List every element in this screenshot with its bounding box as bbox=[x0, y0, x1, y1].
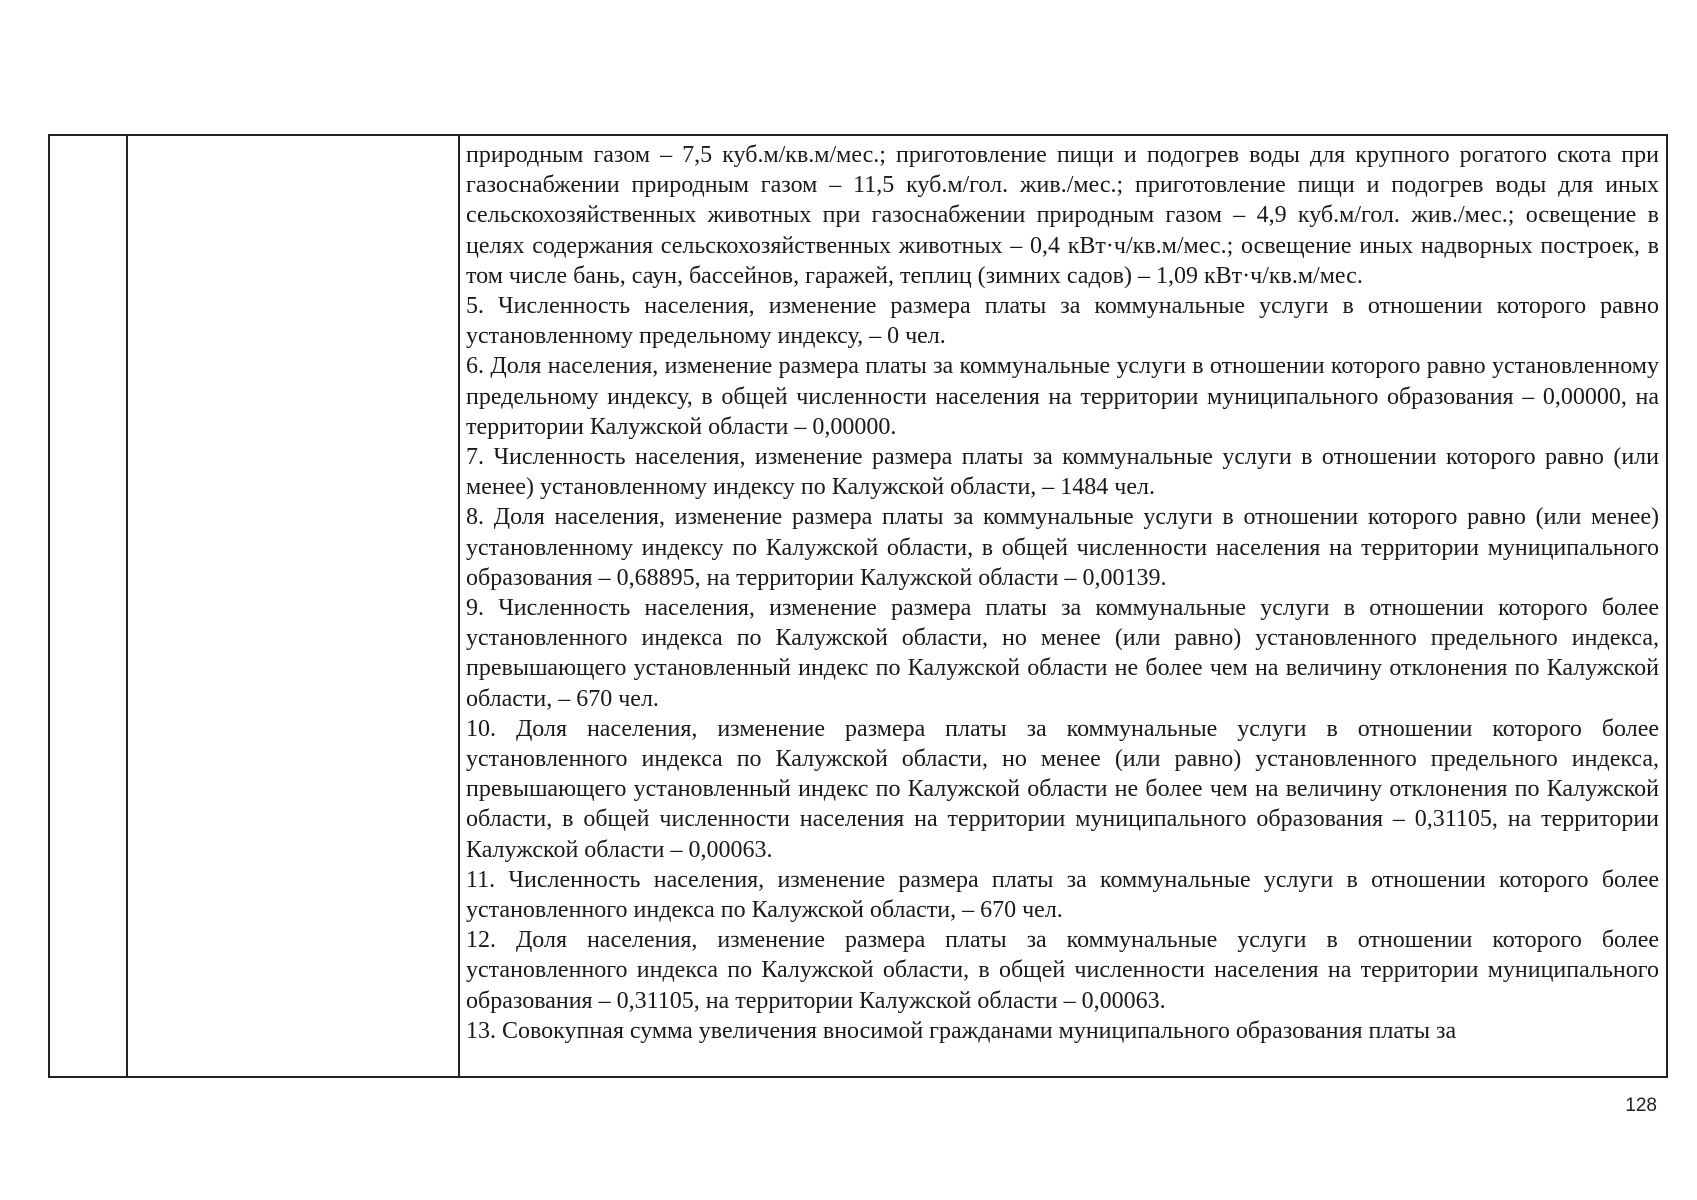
paragraph-item-8: 8. Доля населения, изменение размера платы за коммунальные услуги в отношении которого равно (или менее) установленному индексу по Калужской области, в общей численности населения на территории муниципального образования – 0,68895, на территории Калужской области – 0,00139. bbox=[466, 504, 1659, 591]
paragraph-item-5: 5. Численность населения, изменение размера платы за коммунальные услуги в отношении которого равно установленному предельному индексу, – 0 чел. bbox=[466, 293, 1659, 350]
paragraph-item-6: 6. Доля населения, изменение размера платы за коммунальные услуги в отношении которого равно установленному предельному индексу, в общей численности населения на территории муниципального образования – 0,00000, на территории Калужской области – 0,00000. bbox=[466, 353, 1659, 440]
paragraph-item-12: 12. Доля населения, изменение размера платы за коммунальные услуги в отношении которого более установленного индекса по Калужской области, в общей численности населения на территории муниципального образования – 0,31105, на территории Калужской области – 0,00063. bbox=[466, 927, 1659, 1014]
paragraph-item-9: 9. Численность населения, изменение размера платы за коммунальные услуги в отношении которого более установленного индекса по Калужской области, но менее (или равно) установленного предельного индекса, превышающего установленный индекс по Калужской области не более чем на величину отклонения по Калужской области, – 670 чел. bbox=[466, 595, 1659, 712]
table-column-divider bbox=[126, 136, 128, 1076]
page-number: 128 bbox=[1625, 1095, 1657, 1116]
paragraph-item-7: 7. Численность населения, изменение размера платы за коммунальные услуги в отношении которого равно (или менее) установленному индексу по Калужской области, – 1484 чел. bbox=[466, 444, 1659, 501]
document-table bbox=[48, 134, 1668, 1078]
paragraph-item-11: 11. Численность населения, изменение размера платы за коммунальные услуги в отношении которого более установленного индекса по Калужской области, – 670 чел. bbox=[466, 866, 1659, 924]
table-cell-text bbox=[466, 140, 1659, 1046]
paragraph-continuation: природным газом – 7,5 куб.м/кв.м/мес.; приготовление пищи и подогрев воды для крупного рогатого скота при газоснабжении природным газом – 11,5 куб.м/гол. жив./мес.; приготовление пищи и подогрев воды для иных сельскохозяйственных животных при газоснабжении природным газом – 4,9 куб.м/гол. жив./мес.; освещение в целях содержания сельскохозяйственных животных – 0,4 кВт·ч/кв.м/мес.; освещение иных надворных построек, в том числе бань, саун, бассейнов, гаражей, теплиц (зимних садов) – 1,09 кВт·ч/кв.м/мес. bbox=[466, 142, 1659, 289]
table-column-divider bbox=[458, 136, 460, 1076]
paragraph-item-10: 10. Доля населения, изменение размера платы за коммунальные услуги в отношении которого более установленного индекса по Калужской области, но менее (или равно) установленного предельного индекса, превышающего установленный индекс по Калужской области не более чем на величину отклонения по Калужской области, в общей численности населения на территории муниципального образования – 0,31105, на территории Калужской области – 0,00063. bbox=[466, 715, 1659, 863]
paragraph-item-13: 13. Совокупная сумма увеличения вносимой гражданами муниципального образования платы за bbox=[466, 1017, 1457, 1044]
